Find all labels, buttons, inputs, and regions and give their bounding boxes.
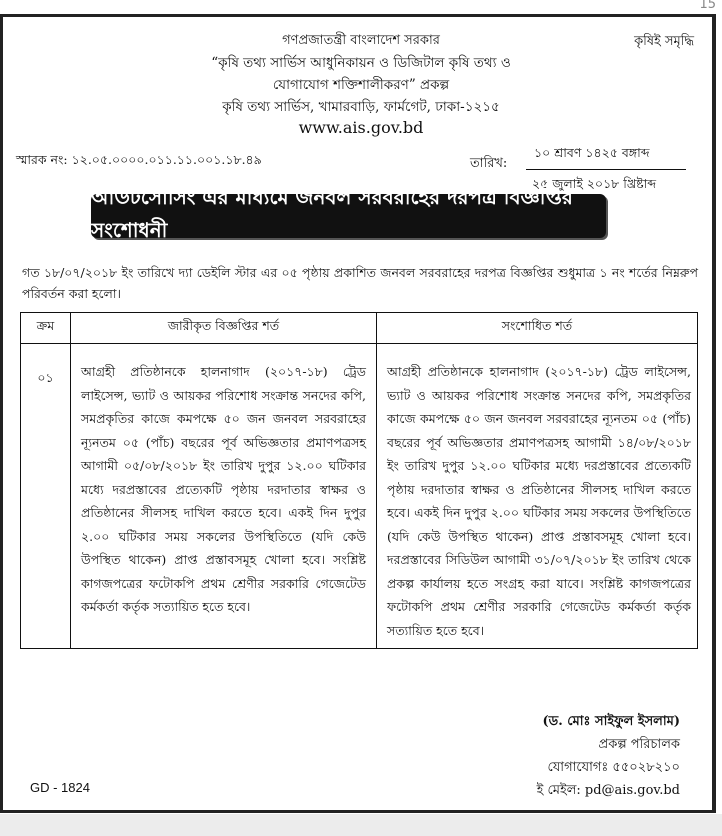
date-bangla: ১০ শ্রাবণ ১৪২৫ বঙ্গাব্দ [526,143,686,170]
gd-code: GD - 1824 [30,780,90,795]
project-name-line2: যোগাযোগ শক্তিশালীকরণ” প্রকল্প [272,77,450,93]
motto: কৃষিই সমৃদ্ধি [634,34,694,49]
signatory-designation: প্রকল্প পরিচালক [598,737,680,752]
col-header-amended: সংশোধিত শর্ত [377,313,698,344]
signatory-name: (ড. মোঃ সাইফুল ইসলাম) [542,714,680,729]
table-row [21,344,698,649]
terms-table [20,312,698,649]
page-number: 15 [699,0,716,12]
table-header-row [21,313,698,344]
date-label: তারিখ: [470,156,508,171]
website-link[interactable]: www.ais.gov.bd [298,118,424,137]
office-address: কৃষি তথ্য সার্ভিস, খামারবাড়ি, ফার্মগেট, ঢাকা-১২১৫ [222,99,500,115]
bottom-strip [0,814,722,836]
memo-number: স্মারক নং: ১২.০৫.০০০০.০১১.১১.০০১.১৮.৪৯ [16,152,262,167]
col-header-issued: জারীকৃত বিজ্ঞপ্তির শর্ত [71,313,377,344]
issued-condition: আগ্রহী প্রতিষ্ঠানকে হালনাগাদ (২০১৭-১৮) ট্রেড লাইসেন্স, ভ্যাট ও আয়কর পরিশোধ সংক্রান্ত সনদের কপি, সমপ্রকৃতির কাজে কমপক্ষে ৫০ জন জনবল সরবরাহের ন্যূনতম ০৫ (পাঁচ) বছরের পূর্ব অভিজ্ঞতার প্রমাণপত্রসহ আগামী ০৫/০৮/২০১৮ ইং তারিখ দুপুর ১২.০০ ঘটিকার মধ্যে দরপ্রস্তাবের প্রত্যেকটি পৃষ্ঠায় দরদাতার স্বাক্ষর ও প্রতিষ্ঠানের সীলসহ দাখিল করতে হবে। একই দিন দুপুর ২.০০ ঘটিকার সময় সকলের উপস্থিতিতে (যদি কেউ উপস্থিত থাকেন) প্রাপ্ত প্রস্তাবসমূহ খোলা হবে। সংশ্লিষ্ট কাগজপত্রের ফটোকপি প্রথম শ্রেণীর সরকারি গেজেটেড কর্মকর্তা কর্তৃক সত্যায়িত হতে হবে। [71,344,377,649]
date-english: ২৫ জুলাই ২০১৮ খ্রিষ্টাব্দ [532,176,657,191]
notice-title: আউটসোর্সিং এর মাধ্যমে জনবল সরবরাহের দরপত্র বিজ্ঞপ্তির সংশোধনী [91,194,606,238]
project-name-line1: “কৃষি তথ্য সার্ভিস আধুনিকায়ন ও ডিজিটাল কৃষি তথ্য ও [211,55,511,71]
row-serial: ০১ [21,344,71,649]
intro-paragraph: গত ১৮/০৭/২০১৮ ইং তারিখে দ্যা ডেইলি স্টার এর ০৫ পৃষ্ঠায় প্রকাশিত জনবল সরবরাহের দরপত্র বিজ্ঞপ্তির শুধুমাত্র ১ নং শর্তের নিম্নরুপ পরিবর্তন করা হলো। [22,265,698,301]
signature-block [480,710,680,802]
signatory-email[interactable]: ই মেইল: pd@ais.gov.bd [536,783,680,798]
signatory-phone: যোগাযোগঃ ৫৫০২৮২১০ [547,760,680,775]
government-name: গণপ্রজাতন্ত্রী বাংলাদেশ সরকার [282,33,440,48]
top-strip [0,0,722,14]
amended-condition: আগ্রহী প্রতিষ্ঠানকে হালনাগাদ (২০১৭-১৮) ট্রেড লাইসেন্স, ভ্যাট ও আয়কর পরিশোধ সংক্রান্ত সনদের কপি, সমপ্রকৃতির কাজে কমপক্ষে ৫০ জন জনবল সরবরাহের ন্যূনতম ০৫ (পাঁচ) বছরের পূর্ব অভিজ্ঞতার প্রমাণপত্রসহ আগামী ১৪/০৮/২০১৮ ইং তারিখ দুপুর ১২.০০ ঘটিকার মধ্যে দরপ্রস্তাবের প্রত্যেকটি পৃষ্ঠায় দরদাতার স্বাক্ষর ও প্রতিষ্ঠানের সীলসহ দাখিল করতে হবে। একই দিন দুপুর ২.০০ ঘটিকার সময় সকলের উপস্থিতিতে (যদি কেউ উপস্থিত থাকেন) প্রাপ্ত প্রস্তাবসমূহ খোলা হবে। দরপ্রস্তাবের সিডিউল আগামী ৩১/০৭/২০১৮ ইং তারিখ থেকে প্রকল্প কার্যালয় হতে সংগ্রহ করা যাবে। সংশ্লিষ্ট কাগজপত্রের ফটোকপি প্রথম শ্রেণীর সরকারি গেজেটেড কর্মকর্তা কর্তৃক সত্যায়িত হতে হবে। [377,344,698,649]
col-header-serial: ক্রম [21,313,71,344]
